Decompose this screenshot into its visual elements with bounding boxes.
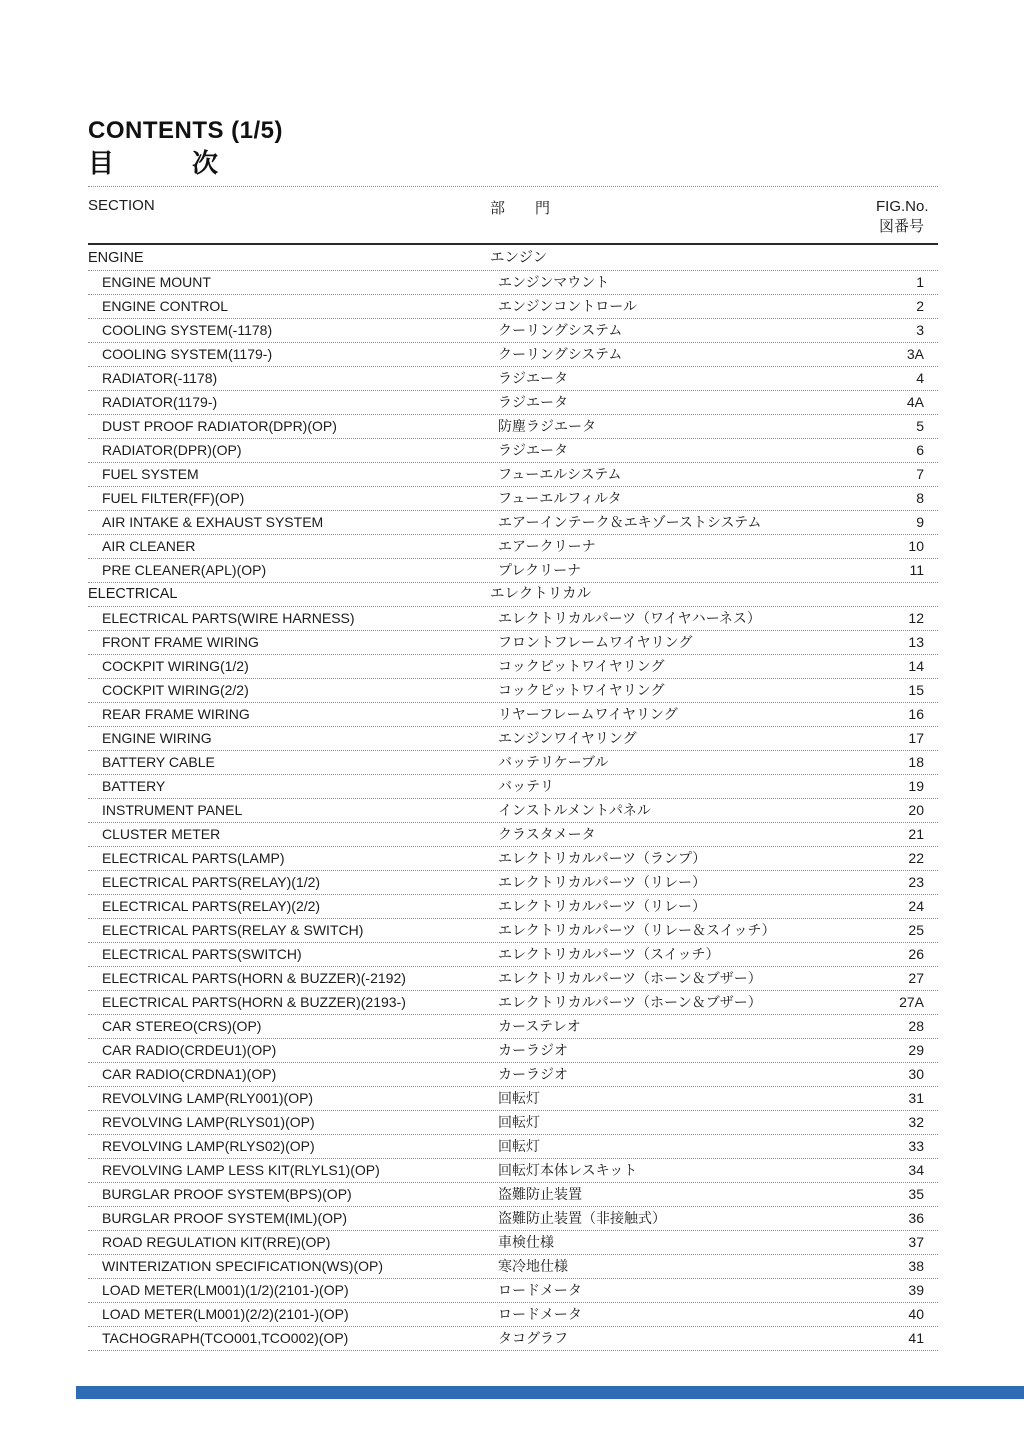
row-title-en: CAR RADIO(CRDNA1)(OP) [102, 1066, 277, 1082]
table-row [88, 631, 938, 655]
row-title-en: COOLING SYSTEM(1179-) [102, 346, 273, 362]
table-row [88, 1135, 938, 1159]
row-title-jp: ラジエータ [498, 442, 568, 458]
row-title-jp: エレクトリカル [490, 586, 592, 602]
row-fig-no: 41 [908, 1330, 924, 1346]
row-title-jp: ラジエータ [498, 394, 568, 410]
table-row [88, 1327, 938, 1351]
row-fig-no: 39 [908, 1282, 924, 1298]
row-title-jp: エレクトリカルパーツ（スイッチ） [498, 946, 720, 962]
row-title-jp: プレクリーナ [498, 562, 582, 578]
row-title-jp: エンジンワイヤリング [498, 730, 637, 746]
table-row [88, 511, 938, 535]
table-row [88, 487, 938, 511]
row-title-jp: エレクトリカルパーツ（ワイヤハーネス） [498, 610, 761, 626]
row-title-jp: エレクトリカルパーツ（ホーン＆ブザー） [498, 994, 762, 1010]
row-title-en: AIR INTAKE & EXHAUST SYSTEM [102, 514, 324, 530]
row-title-jp: 車検仕様 [498, 1234, 554, 1250]
row-title-jp: エアークリーナ [498, 538, 596, 554]
table-row [88, 967, 938, 991]
table-row [88, 1231, 938, 1255]
row-title-jp: エアーインテーク＆エキゾーストシステム [498, 514, 762, 530]
row-title-en: ENGINE WIRING [102, 730, 212, 746]
row-title-jp: エンジン [490, 250, 548, 266]
row-title-jp: ラジエータ [498, 370, 568, 386]
row-title-jp: フロントフレームワイヤリング [498, 634, 693, 650]
row-title-en: FUEL FILTER(FF)(OP) [102, 490, 245, 506]
row-fig-no: 28 [908, 1018, 924, 1034]
row-fig-no: 12 [908, 610, 924, 626]
row-title-jp: エレクトリカルパーツ（ホーン＆ブザー） [498, 970, 762, 986]
row-fig-no: 29 [908, 1042, 924, 1058]
table-row [88, 583, 938, 607]
table-row [88, 1279, 938, 1303]
row-title-jp: フューエルフィルタ [498, 490, 622, 506]
row-fig-no: 35 [908, 1186, 924, 1202]
table-row [88, 1255, 938, 1279]
row-fig-no: 38 [908, 1258, 924, 1274]
table-row [88, 799, 938, 823]
row-fig-no: 2 [916, 298, 924, 314]
row-title-jp: 回転灯 [498, 1114, 540, 1130]
table-row [88, 823, 938, 847]
row-title-en: ELECTRICAL PARTS(RELAY & SWITCH) [102, 922, 364, 938]
row-title-jp: 防塵ラジエータ [498, 418, 596, 434]
row-title-en: LOAD METER(LM001)(1/2)(2101-)(OP) [102, 1282, 349, 1298]
row-fig-no: 21 [908, 826, 924, 842]
row-title-en: ELECTRICAL [88, 586, 178, 602]
table-row [88, 1015, 938, 1039]
row-title-en: ELECTRICAL PARTS(HORN & BUZZER)(-2192) [102, 970, 406, 986]
table-row [88, 271, 938, 295]
row-title-jp: クーリングシステム [498, 346, 623, 362]
row-title-jp: エレクトリカルパーツ（リレー） [498, 874, 707, 890]
table-row [88, 1303, 938, 1327]
row-title-jp: カーラジオ [498, 1066, 568, 1082]
contents-page [88, 116, 938, 1351]
row-title-en: FUEL SYSTEM [102, 466, 199, 482]
row-title-en: REVOLVING LAMP(RLY001)(OP) [102, 1090, 314, 1106]
row-title-en: REVOLVING LAMP LESS KIT(RLYLS1)(OP) [102, 1162, 380, 1178]
row-title-en: REAR FRAME WIRING [102, 706, 250, 722]
row-title-en: ELECTRICAL PARTS(RELAY)(2/2) [102, 898, 321, 914]
row-fig-no: 40 [908, 1306, 924, 1322]
table-row [88, 727, 938, 751]
row-title-en: BATTERY CABLE [102, 754, 215, 770]
row-title-en: RADIATOR(DPR)(OP) [102, 442, 242, 458]
row-fig-no: 3A [906, 346, 924, 362]
row-title-jp: 盗難防止装置 [498, 1186, 582, 1202]
row-title-en: ELECTRICAL PARTS(LAMP) [102, 850, 285, 866]
row-title-en: COOLING SYSTEM(-1178) [102, 322, 273, 338]
header-divider [88, 243, 938, 245]
table-row [88, 463, 938, 487]
table-header [88, 187, 938, 243]
row-title-jp: カーステレオ [498, 1018, 581, 1034]
header-section-jp: 部 門 [490, 200, 551, 217]
row-title-en: BATTERY [102, 778, 166, 794]
row-title-en: CLUSTER METER [102, 826, 221, 842]
row-fig-no: 17 [908, 730, 924, 746]
row-title-jp: エレクトリカルパーツ（ランプ） [498, 850, 707, 866]
row-title-jp: フューエルシステム [498, 466, 622, 482]
row-title-jp: ロードメータ [498, 1306, 582, 1322]
table-row [88, 679, 938, 703]
table-row [88, 535, 938, 559]
row-fig-no: 23 [908, 874, 924, 890]
row-title-jp: バッテリケーブル [498, 754, 609, 770]
row-fig-no: 33 [908, 1138, 924, 1154]
row-fig-no: 27 [908, 970, 924, 986]
row-fig-no: 8 [916, 490, 924, 506]
row-title-jp: インストルメントパネル [498, 802, 651, 818]
table-row [88, 415, 938, 439]
row-title-en: RADIATOR(1179-) [102, 394, 218, 410]
table-row [88, 1063, 938, 1087]
row-fig-no: 7 [916, 466, 924, 482]
table-row [88, 1159, 938, 1183]
row-fig-no: 34 [908, 1162, 924, 1178]
row-title-en: PRE CLEANER(APL)(OP) [102, 562, 267, 578]
row-fig-no: 30 [908, 1066, 924, 1082]
row-title-en: ENGINE [88, 250, 144, 266]
row-fig-no: 25 [908, 922, 924, 938]
row-title-en: ROAD REGULATION KIT(RRE)(OP) [102, 1234, 331, 1250]
row-title-jp: 回転灯 [498, 1090, 540, 1106]
row-fig-no: 37 [908, 1234, 924, 1250]
row-fig-no: 6 [916, 442, 924, 458]
row-title-en: ELECTRICAL PARTS(HORN & BUZZER)(2193-) [102, 994, 406, 1010]
row-title-en: ELECTRICAL PARTS(WIRE HARNESS) [102, 610, 355, 626]
footer-bar [76, 1386, 1024, 1399]
row-fig-no: 1 [916, 274, 924, 290]
row-fig-no: 27A [899, 994, 924, 1010]
table-row [88, 919, 938, 943]
row-title-en: COCKPIT WIRING(2/2) [102, 682, 249, 698]
table-row [88, 319, 938, 343]
table-row [88, 1039, 938, 1063]
row-fig-no: 18 [908, 754, 924, 770]
header-fig [876, 197, 938, 237]
page-title-japanese: 目 次 [88, 148, 219, 178]
row-title-jp: 盗難防止装置（非接触式） [498, 1210, 666, 1226]
header-fig-en: FIG.No. [876, 198, 929, 215]
row-title-jp: エンジンコントロール [498, 298, 638, 314]
row-title-en: CAR STEREO(CRS)(OP) [102, 1018, 262, 1034]
row-fig-no: 11 [909, 562, 924, 578]
table-row [88, 991, 938, 1015]
header-fig-jp: 図番号 [878, 218, 924, 235]
row-title-jp: コックピットワイヤリング [498, 658, 665, 674]
row-fig-no: 36 [908, 1210, 924, 1226]
row-title-en: AIR CLEANER [102, 538, 196, 554]
row-fig-no: 15 [908, 682, 924, 698]
row-title-en: CAR RADIO(CRDEU1)(OP) [102, 1042, 277, 1058]
row-fig-no: 16 [908, 706, 924, 722]
row-title-en: ELECTRICAL PARTS(RELAY)(1/2) [102, 874, 321, 890]
row-fig-no: 26 [908, 946, 924, 962]
table-row [88, 847, 938, 871]
row-title-en: FRONT FRAME WIRING [102, 634, 259, 650]
row-title-en: REVOLVING LAMP(RLYS02)(OP) [102, 1138, 315, 1154]
table-row [88, 1207, 938, 1231]
table-row [88, 295, 938, 319]
table-row [88, 703, 938, 727]
row-fig-no: 9 [916, 514, 924, 530]
row-fig-no: 22 [908, 850, 924, 866]
row-fig-no: 3 [916, 322, 924, 338]
row-title-en: TACHOGRAPH(TCO001,TCO002)(OP) [102, 1330, 349, 1346]
row-fig-no: 10 [908, 538, 924, 554]
row-fig-no: 20 [908, 802, 924, 818]
table-row [88, 1183, 938, 1207]
table-row [88, 247, 938, 271]
row-fig-no: 5 [916, 418, 924, 434]
row-title-jp: バッテリ [498, 778, 554, 794]
table-row [88, 439, 938, 463]
table-row [88, 559, 938, 583]
row-title-en: ELECTRICAL PARTS(SWITCH) [102, 946, 302, 962]
table-row [88, 943, 938, 967]
table-row [88, 343, 938, 367]
row-title-en: COCKPIT WIRING(1/2) [102, 658, 249, 674]
table-row [88, 655, 938, 679]
row-fig-no: 4A [906, 394, 924, 410]
row-title-en: REVOLVING LAMP(RLYS01)(OP) [102, 1114, 315, 1130]
row-fig-no: 13 [908, 634, 924, 650]
row-title-en: INSTRUMENT PANEL [102, 802, 243, 818]
table-row [88, 1111, 938, 1135]
row-fig-no: 14 [908, 658, 924, 674]
row-title-jp: ロードメータ [498, 1282, 582, 1298]
row-title-jp: リヤーフレームワイヤリング [498, 706, 678, 722]
row-fig-no: 32 [908, 1114, 924, 1130]
row-title-en: DUST PROOF RADIATOR(DPR)(OP) [102, 418, 337, 434]
row-fig-no: 19 [908, 778, 924, 794]
row-fig-no: 24 [908, 898, 924, 914]
row-title-en: BURGLAR PROOF SYSTEM(BPS)(OP) [102, 1186, 352, 1202]
row-title-jp: コックピットワイヤリング [498, 682, 665, 698]
row-title-jp: クラスタメータ [498, 826, 596, 842]
table-row [88, 367, 938, 391]
row-title-en: LOAD METER(LM001)(2/2)(2101-)(OP) [102, 1306, 349, 1322]
row-title-jp: タコグラフ [498, 1330, 568, 1346]
contents-rows [88, 247, 938, 1351]
table-row [88, 751, 938, 775]
row-title-jp: エレクトリカルパーツ（リレー） [498, 898, 707, 914]
header-section-en: SECTION [88, 197, 155, 214]
row-fig-no: 31 [908, 1090, 924, 1106]
table-row [88, 391, 938, 415]
table-row [88, 895, 938, 919]
row-title-en: ENGINE CONTROL [102, 298, 229, 314]
row-title-en: WINTERIZATION SPECIFICATION(WS)(OP) [102, 1258, 384, 1274]
row-title-jp: エレクトリカルパーツ（リレー＆スイッチ） [498, 922, 776, 938]
row-title-jp: クーリングシステム [498, 322, 623, 338]
page-title: CONTENTS (1/5) [88, 117, 284, 144]
row-title-en: BURGLAR PROOF SYSTEM(IML)(OP) [102, 1210, 348, 1226]
row-title-jp: 回転灯本体レスキット [498, 1162, 638, 1178]
row-title-en: RADIATOR(-1178) [102, 370, 218, 386]
table-row [88, 775, 938, 799]
row-fig-no: 4 [916, 370, 924, 386]
row-title-jp: エンジンマウント [498, 274, 610, 290]
row-title-jp: 寒冷地仕様 [498, 1258, 568, 1274]
table-row [88, 871, 938, 895]
row-title-jp: 回転灯 [498, 1138, 540, 1154]
table-row [88, 607, 938, 631]
table-row [88, 1087, 938, 1111]
row-title-jp: カーラジオ [498, 1042, 568, 1058]
row-title-en: ENGINE MOUNT [102, 274, 211, 290]
